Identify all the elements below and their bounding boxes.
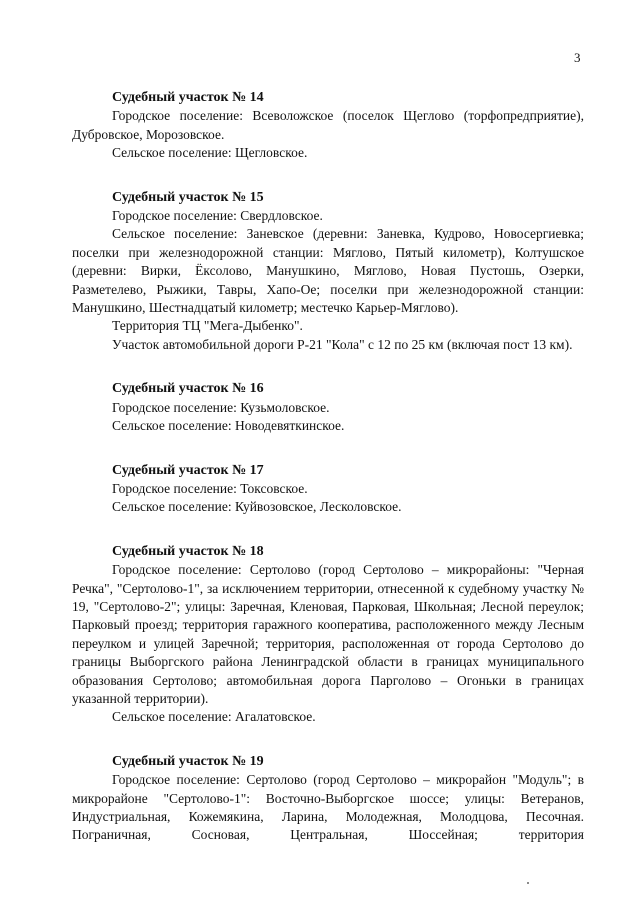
page-number: 3 xyxy=(574,50,581,65)
paragraph: Городское поселение: Всеволожское (поселок Щеглово (торфопредприятие), Дубровское, Морозовское. xyxy=(72,108,584,142)
section-17 xyxy=(72,462,584,517)
paragraph: Территория ТЦ "Мега-Дыбенко". xyxy=(112,318,303,334)
section-heading: Судебный участок № 18 xyxy=(112,543,264,559)
paragraph: Городское поселение: Сертолово (город Сертолово – микрорайон "Модуль"; в микрорайоне "Сертолово-1": Восточно-Выборгское шоссе; улицы: Ветеранов, Индустриальная, Кожемякина, Ларина, Молодежная, Молодцова, Песочная. Пограничная, Сосновая, Центральная, Шоссейная; территория xyxy=(72,772,584,843)
section-14 xyxy=(72,89,584,163)
paragraph: Участок автомобильной дороги Р-21 "Кола" с 12 по 25 км (включая пост 13 км). xyxy=(112,336,573,352)
section-15 xyxy=(72,189,584,355)
paragraph: Сельское поселение: Новодевяткинское. xyxy=(112,418,345,434)
section-heading: Судебный участок № 16 xyxy=(112,381,264,397)
section-heading: Судебный участок № 17 xyxy=(112,462,264,478)
paragraph: Городское поселение: Кузьмоловское. xyxy=(112,399,330,415)
section-16 xyxy=(72,380,584,435)
paragraph: Сельское поселение: Агалатовское. xyxy=(112,709,316,725)
section-18 xyxy=(72,543,584,727)
paragraph: Городское поселение: Токсовское. xyxy=(112,480,308,496)
paragraph: Городское поселение: Свердловское. xyxy=(112,208,323,224)
paragraph: Сельское поселение: Заневское (деревни: Заневка, Кудрово, Новосергиевка; поселки при железнодорожной станции: Мяглово, Пятый километр), Колтушское (деревни: Вирки, Ёксолово, Манушкино, Мяглово, Новая Пустошь, Озерки, Разметелево, Рыжики, Тавры, Хапо-Ое; поселки при железнодорожной станции: Манушкино, Шестнадцатый километр; местечко Карьер-Мяглово). xyxy=(72,226,584,316)
paragraph: Сельское поселение: Куйвозовское, Лесколовское. xyxy=(112,499,402,515)
paragraph: Сельское поселение: Щегловское. xyxy=(112,145,308,161)
section-19 xyxy=(72,753,584,845)
paragraph: Городское поселение: Сертолово (город Сертолово – микрорайоны: "Черная Речка", "Сертолово-1", за исключением территории, отнесенной к судебному участку № 19, "Сертолово-2"; улицы: Заречная, Кленовая, Парковая, Школьная; Лесной переулок; Парковый проезд; территория гаражного кооператива, расположенного между Лесным переулком и улицей Заречной; территория, расположенная от города Сертолово до границы Выборгского района Ленинградской области в границах муниципального образования Сертолово; автомобильная дорога Парголово – Огоньки в границах указанной территории). xyxy=(72,562,584,706)
section-heading: Судебный участок № 15 xyxy=(112,189,264,205)
scan-speck xyxy=(527,882,529,884)
document-body xyxy=(72,89,584,871)
section-heading: Судебный участок № 14 xyxy=(112,90,264,105)
section-heading: Судебный участок № 19 xyxy=(112,753,264,769)
